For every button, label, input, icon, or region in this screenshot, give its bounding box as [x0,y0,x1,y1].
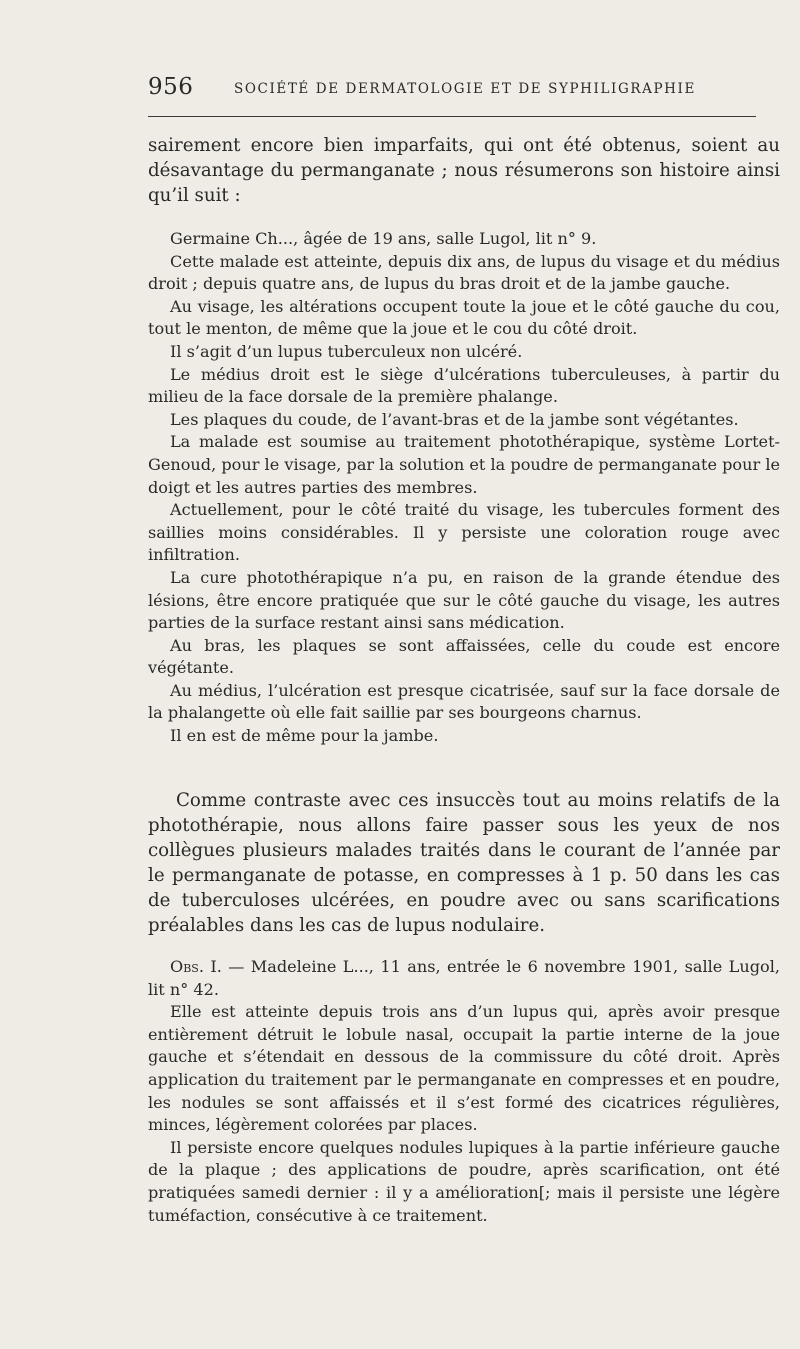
observation-section [148,956,780,1227]
transition-paragraph: Comme contraste avec ces insuccès tout au moins relatifs de la photothérapie, nous allons faire passer sous les yeux de nos collègues plusieurs malades traités dans le courant de l’année par le permanganate de potasse, en compresses à 1 p. 50 dans les cas de tuberculoses ulcérées, en poudre avec ou sans scarifications préalables dans les cas de lupus nodulaire. [148,790,780,936]
observation-heading-text: — Madeleine L..., 11 ans, entrée le 6 novembre 1901, salle Lugol, lit n° 42. [148,957,780,999]
intro-paragraph: sairement encore bien imparfaits, qui ont été obtenus, soient au désavantage du permanganate ; nous résumerons son histoire ainsi qu’il suit : [148,135,780,206]
case-paragraph: Les plaques du coude, de l’avant-bras et de la jambe sont végétantes. [170,409,739,429]
page-number: 956 [148,74,194,100]
case-paragraph: Cette malade est atteinte, depuis dix ans, de lupus du visage et du médius droit ; depuis quatre ans, de lupus du bras droit et de la jambe gauche. [148,251,780,294]
case-paragraph: Au médius, l’ulcération est presque cicatrisée, sauf sur la face dorsale de la phalangette où elle fait saillie par ses bourgeons charnus. [148,680,780,723]
case-paragraph: La malade est soumise au traitement photothérapique, système Lortet-Genoud, pour le visage, par la solution et la poudre de permanganate pour le doigt et les autres parties des membres. [148,432,780,497]
case-paragraph: Au bras, les plaques se sont affaissées, celle du coude est encore végétante. [148,635,780,678]
case-report [148,228,780,748]
observation-paragraph: Il persiste encore quelques nodules lupiques à la partie inférieure gauche de la plaque ; des applications de poudre, après scarification, ont été pratiquées samedi dernier : il y a amélioration[; mais il persiste une légère tuméfaction, consécutive à ce traitement. [148,1137,780,1225]
case-paragraph: Germaine Ch..., âgée de 19 ans, salle Lugol, lit n° 9. [170,229,597,248]
case-paragraph: Au visage, les altérations occupent toute la joue et le côté gauche du cou, tout le menton, de même que la joue et le cou du côté droit. [148,296,780,339]
running-header [148,70,756,110]
case-paragraph: Il s’agit d’un lupus tuberculeux non ulcéré. [170,341,523,361]
observation-paragraph: Elle est atteinte depuis trois ans d’un lupus qui, après avoir presque entièrement détruit le lobule nasal, occupait la partie interne de la joue gauche et s’étendait en dessous de la commissure du côté droit. Après application du traitement par le permanganate en compresses et en poudre, les nodules se sont affaissés et il s’est formé des cicatrices régulières, minces, légèrement colorées par places. [148,1002,780,1135]
case-paragraph: La cure photothérapique n’a pu, en raison de la grande étendue des lésions, être encore pratiquée que sur le côté gauche du visage, les autres parties de la surface restant ainsi sans médication. [148,567,780,633]
observation-heading [148,956,780,1001]
header-rule [148,116,756,117]
transition-section [148,788,780,938]
case-paragraph: Le médius droit est le siège d’ulcérations tuberculeuses, à partir du milieu de la face dorsale de la première phalange. [148,364,780,407]
journal-title: SOCIÉTÉ DE DERMATOLOGIE ET DE SYPHILIGRAPHIE [234,81,696,97]
intro-section [148,133,780,208]
case-paragraph: Il en est de même pour la jambe. [170,726,439,746]
observation-label: Obs. I. [170,957,222,976]
case-paragraph: Actuellement, pour le côté traité du visage, les tubercules forment des saillies moins considérables. Il y persiste une coloration rouge avec infiltration. [148,500,780,565]
